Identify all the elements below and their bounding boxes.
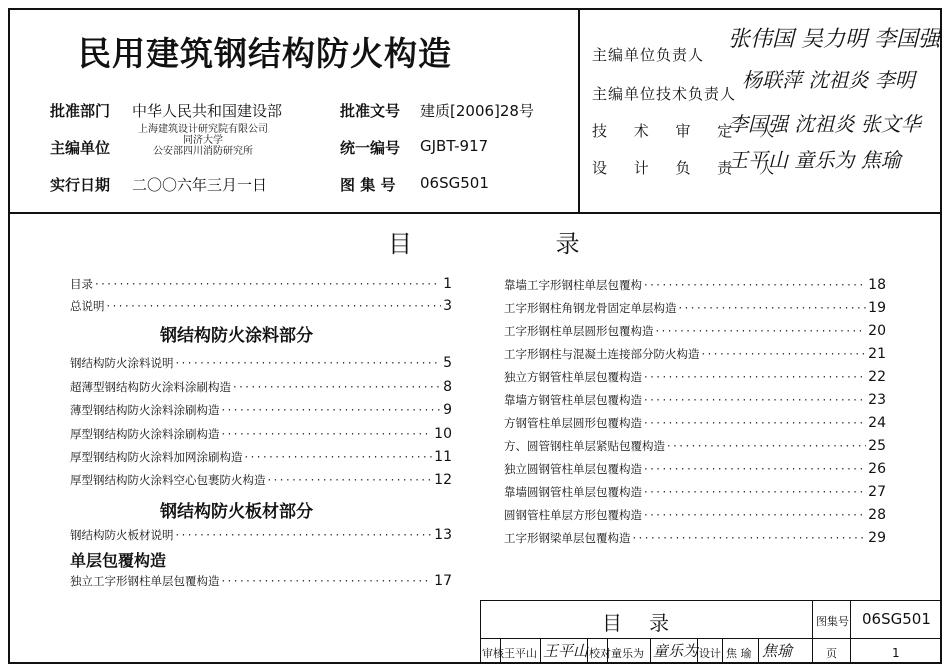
signature <box>728 144 901 173</box>
effective-date-value: 二〇〇六年三月一日 <box>132 176 268 194</box>
leader-dots <box>268 473 433 487</box>
toc-entry-page: 23 <box>868 392 886 408</box>
signature-text: 杨联萍 沈祖炎 李明 <box>742 68 915 92</box>
title-block-atlas-value: 06SG501 <box>862 610 931 628</box>
toc-entry[interactable] <box>70 472 452 488</box>
toc-entry[interactable] <box>504 369 886 385</box>
leader-dots <box>656 324 867 338</box>
atlas-title: 民用建筑钢结构防火构造 <box>78 34 452 73</box>
toc-entry-title: 工字形钢柱角钢龙骨固定单层构造 <box>504 301 677 315</box>
leader-dots <box>644 485 866 499</box>
toc-entry-page: 25 <box>868 438 886 454</box>
toc-entry-page: 26 <box>868 461 886 477</box>
resp-row <box>592 83 736 104</box>
serial-value: GJBT-917 <box>420 137 489 155</box>
toc-entry-page: 29 <box>868 530 886 546</box>
toc-entry[interactable] <box>504 530 886 546</box>
toc-entry-page: 3 <box>443 298 452 314</box>
atlas-number-label: 图 集 号 <box>340 176 396 194</box>
resp-label: 技 术 审 定 人 <box>592 122 786 140</box>
toc-entry[interactable] <box>70 355 452 371</box>
title-block-atlas-label: 图集号 <box>816 615 849 628</box>
toc-entry-title: 钢结构防火板材说明 <box>70 528 174 542</box>
design-label: 设计 <box>699 647 721 660</box>
approve-dept-label: 批准部门 <box>50 102 111 120</box>
leader-dots <box>633 531 867 545</box>
header-divider <box>8 212 942 214</box>
toc-entry[interactable] <box>504 438 886 454</box>
toc-entry-title: 靠墙工字形钢柱单层包覆构 <box>504 278 642 292</box>
leader-dots <box>222 574 433 588</box>
toc-entry[interactable] <box>504 484 886 500</box>
toc-entry-page: 27 <box>868 484 886 500</box>
toc-entry-title: 靠墙方钢管柱单层包覆构造 <box>504 393 642 407</box>
toc-entry-page: 22 <box>868 369 886 385</box>
toc-entry-page: 12 <box>434 472 452 488</box>
design-name: 焦 瑜 <box>726 647 752 660</box>
resp-label: 设 计 负 责 人 <box>592 159 786 177</box>
toc-entry-title: 目录 <box>70 277 93 291</box>
section-heading-single-layer: 单层包覆构造 <box>70 551 167 570</box>
title-block-rule <box>758 638 759 664</box>
leader-dots <box>644 416 866 430</box>
toc-entry[interactable] <box>504 277 886 293</box>
toc-entry[interactable] <box>70 402 452 418</box>
toc-entry[interactable] <box>504 415 886 431</box>
toc-entry-title: 方钢管柱单层圆形包覆构造 <box>504 416 642 430</box>
resp-row <box>592 44 704 65</box>
design-signature <box>762 640 792 661</box>
toc-entry-page: 28 <box>868 507 886 523</box>
toc-entry-title: 厚型钢结构防火涂料涂刷构造 <box>70 427 220 441</box>
leader-dots <box>176 356 442 370</box>
title-block-rule <box>850 600 851 664</box>
toc-entry-title: 厚型钢结构防火涂料空心包裹防火构造 <box>70 473 266 487</box>
toc-entry[interactable] <box>70 573 452 589</box>
header-vertical-divider <box>578 8 580 213</box>
title-block-top-rule <box>480 600 942 601</box>
toc-heading-char: 目 <box>388 230 412 258</box>
toc-entry-page: 11 <box>434 449 452 465</box>
leader-dots <box>644 370 866 384</box>
chief-unit-label: 主编单位 <box>50 139 111 157</box>
leader-dots <box>667 439 866 453</box>
leader-dots <box>644 278 866 292</box>
leader-dots <box>233 380 441 394</box>
chief-unit-org: 公安部四川消防研究所 <box>153 146 253 157</box>
chief-unit-org: 上海建筑设计研究院有限公司 <box>138 124 268 135</box>
toc-entry-title: 超薄型钢结构防火涂料涂刷构造 <box>70 380 231 394</box>
leader-dots <box>644 393 866 407</box>
toc-entry-page: 17 <box>434 573 452 589</box>
signature-text: 童乐为 <box>653 642 699 660</box>
toc-entry-title: 圆钢管柱单层方形包覆构造 <box>504 508 642 522</box>
toc-entry[interactable] <box>70 298 452 314</box>
approve-dept-value: 中华人民共和国建设部 <box>132 102 283 120</box>
page-value: 1 <box>892 646 900 660</box>
check-name: 童乐为 <box>611 647 644 660</box>
leader-dots <box>107 299 442 313</box>
toc-entry-title: 工字形钢梁单层包覆构造 <box>504 531 631 545</box>
toc-entry[interactable] <box>504 392 886 408</box>
title-block-name: 目 录 <box>602 611 672 635</box>
toc-entry-title: 薄型钢结构防火涂料涂刷构造 <box>70 403 220 417</box>
signature <box>742 64 915 93</box>
approve-doc-label: 批准文号 <box>340 102 401 120</box>
signature-text: 焦瑜 <box>762 642 793 660</box>
serial-label: 统一编号 <box>340 139 401 157</box>
atlas-number-value: 06SG501 <box>420 174 489 192</box>
toc-entry[interactable] <box>70 379 452 395</box>
toc-entry-title: 工字形钢柱单层圆形包覆构造 <box>504 324 654 338</box>
title-block-rule <box>540 638 541 664</box>
leader-dots <box>222 427 433 441</box>
toc-entry-title: 钢结构防火涂料说明 <box>70 356 174 370</box>
effective-date-label: 实行日期 <box>50 176 111 194</box>
signature <box>728 108 921 137</box>
toc-entry-page: 10 <box>434 426 452 442</box>
toc-entry-title: 厚型钢结构防火涂料加网涂刷构造 <box>70 450 243 464</box>
toc-entry-title: 独立方钢管柱单层包覆构造 <box>504 370 642 384</box>
toc-entry-page: 13 <box>434 527 452 543</box>
signature-text: 王平山 童乐为 焦瑜 <box>728 148 901 172</box>
toc-entry-page: 1 <box>443 276 452 292</box>
toc-entry-page: 24 <box>868 415 886 431</box>
toc-entry-page: 8 <box>443 379 452 395</box>
signature-text: 王平山 <box>543 642 589 660</box>
toc-entry-title: 靠墙圆钢管柱单层包覆构造 <box>504 485 642 499</box>
toc-entry[interactable] <box>70 527 452 543</box>
leader-dots <box>222 403 442 417</box>
leader-dots <box>644 508 866 522</box>
chief-unit-org: 同济大学 <box>183 135 223 146</box>
review-label: 审核 <box>482 647 504 660</box>
toc-entry[interactable] <box>70 426 452 442</box>
section-heading-coating: 钢结构防火涂料部分 <box>160 326 313 346</box>
leader-dots <box>702 347 867 361</box>
section-heading-board: 钢结构防火板材部分 <box>160 502 313 522</box>
resp-label: 主编单位技术负责人 <box>592 85 737 103</box>
check-signature <box>653 640 698 661</box>
toc-entry-page: 9 <box>443 402 452 418</box>
toc-entry[interactable] <box>504 300 886 316</box>
toc-heading <box>388 224 580 259</box>
leader-dots <box>176 528 433 542</box>
chief-unit-orgs <box>118 124 288 157</box>
page-label: 页 <box>826 647 837 660</box>
check-label: 校对 <box>589 647 611 660</box>
toc-entry[interactable] <box>504 346 886 362</box>
signature <box>728 22 940 53</box>
toc-entry-title: 工字形钢柱与混凝土连接部分防火构造 <box>504 347 700 361</box>
title-block-rule <box>812 600 813 664</box>
leader-dots <box>245 450 433 464</box>
toc-entry-page: 19 <box>868 300 886 316</box>
leader-dots <box>679 301 867 315</box>
title-block-mid-rule <box>480 638 942 639</box>
title-block-left-rule <box>480 600 481 664</box>
approve-doc-value: 建质[2006]28号 <box>420 102 534 120</box>
toc-entry-title: 独立工字形钢柱单层包覆构造 <box>70 574 220 588</box>
leader-dots <box>95 277 441 291</box>
signature-text: 李国强 沈祖炎 张文华 <box>728 112 921 136</box>
toc-entry[interactable] <box>504 507 886 523</box>
signature-text: 张伟国 吴力明 李国强 <box>728 27 940 52</box>
leader-dots <box>644 462 866 476</box>
review-signature <box>543 640 588 661</box>
toc-entry-title: 方、圆管钢柱单层紧贴包覆构造 <box>504 439 665 453</box>
toc-entry-page: 20 <box>868 323 886 339</box>
toc-heading-char: 录 <box>555 230 580 258</box>
title-block-rule <box>650 638 651 664</box>
toc-entry[interactable] <box>70 276 452 292</box>
toc-entry-page: 21 <box>868 346 886 362</box>
resp-label: 主编单位负责人 <box>592 46 705 64</box>
review-name: 王平山 <box>504 647 537 660</box>
title-block-rule <box>722 638 723 664</box>
toc-entry-page: 5 <box>443 355 452 371</box>
toc-entry-title: 独立圆钢管柱单层包覆构造 <box>504 462 642 476</box>
toc-entry-page: 18 <box>868 277 886 293</box>
toc-entry-title: 总说明 <box>70 299 105 313</box>
toc-entry[interactable] <box>504 323 886 339</box>
toc-entry[interactable] <box>70 449 452 465</box>
toc-entry[interactable] <box>504 461 886 477</box>
